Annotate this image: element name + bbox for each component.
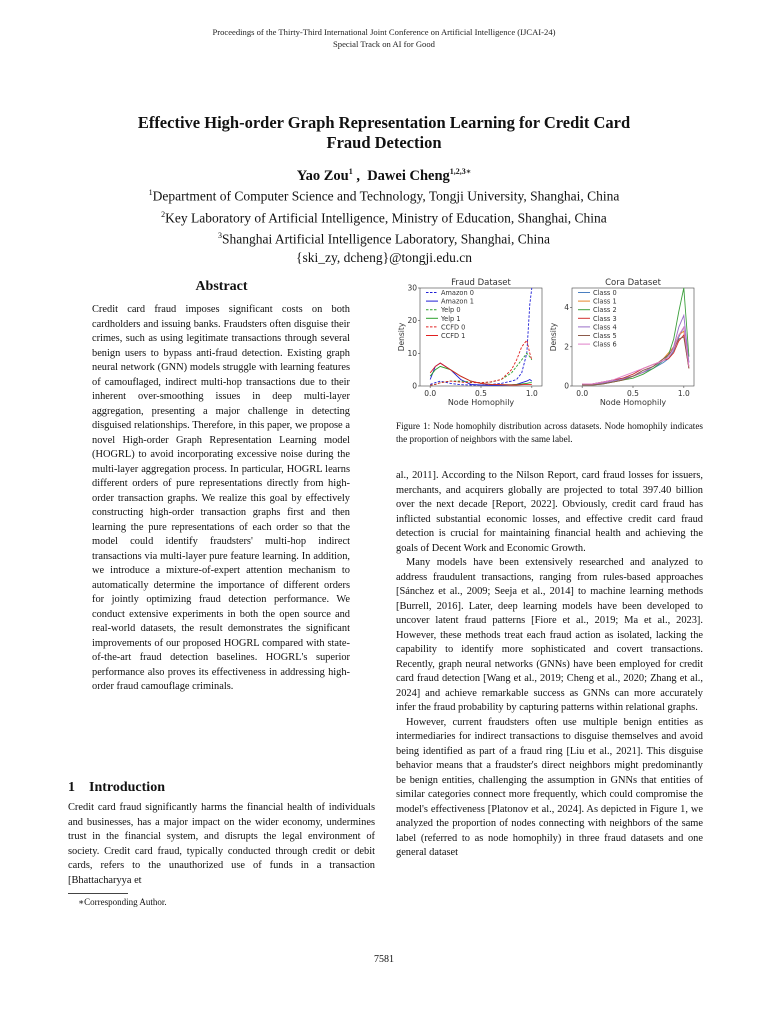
chart-2-title: Cora Dataset — [605, 278, 661, 288]
author-1-name: Yao Zou — [296, 167, 349, 184]
chart-2-legend-label-6: Class 5 — [593, 332, 617, 340]
conference-header — [0, 26, 768, 50]
affiliation-3-text: Shanghai Artificial Intelligence Laboratory, Shanghai, China — [222, 231, 550, 247]
paragraph-1: al., 2011]. According to the Nilson Report, card fraud losses for issuers, merchants, and acquirers globally are projected to total 397.40 billion over the next decade [Report, 2022]. Obviously, credit card fraud has inflicted substantial economic losses, and effective credit card fraud detection is crucial for maintaining financial health and achieving the goals of Decent Work and Economic Growth. — [396, 470, 703, 554]
chart-2-legend-label-3: Class 2 — [593, 306, 617, 315]
email-line: {ski_zy, dcheng}@tongji.edu.cn — [296, 249, 472, 265]
chart-2-xtick-label: 0.0 — [576, 389, 589, 398]
chart-1-ylabel: Density — [397, 322, 406, 352]
chart-1-legend-label-2: Amazon 1 — [441, 297, 474, 306]
chart-1-xtick-label: 0.5 — [475, 389, 487, 398]
header-line-2: Special Track on AI for Good — [333, 39, 435, 49]
chart-1-legend-label-3: Yelp 0 — [441, 306, 461, 315]
chart-1-xtick-label: 0.0 — [424, 389, 437, 398]
title-line-1: Effective High-order Graph Representation Learning for Credit Card — [137, 113, 631, 132]
affiliation-2 — [0, 206, 768, 228]
affiliation-1 — [0, 184, 768, 206]
chart-1-ytick-label: 0 — [412, 381, 417, 391]
abstract-body: Credit card fraud imposes significant costs on both cardholders and issuing banks. Fraudsters often disguise their crimes, such as using legitimate transactions through several benign users to bypass anti-fraud detection. Existing graph neural network (GNN) models struggle with learning features of camouflaged, indirect multi-hop transactions due to their inherent over-smoothing issues in deep multi-layer aggregation, presenting a major challenge in detecting disguised relationships. Therefore, in this paper, we propose a novel High-order Graph Representation Learning model (HOGRL) to avoid incorporating excessive noise during the multi-layer aggregation process. In particular, HOGRL learns different orders of pure representations directly from high-order transaction graphs. We realize this goal by effectively constructing high-order transaction graphs first and then learning the pure representations of each order so that the model could identify fraudsters' multi-hop indirect transactions via multi-layer pure feature learning. In addition, we introduce a mixture-of-expert attention mechanism to automatically determine the importance of different orders for jointly optimizing fraud detection performance. We conduct extensive experiments in both the open source and real-world datasets, the result demonstrates the significant improvements of our proposed HOGRL compared with state-of-the-art fraud detection baselines. HOGRL's superior performance also proves its effectiveness in addressing high-order fraud camouflage criminals. — [92, 304, 350, 692]
chart-1-ytick-label: 30 — [407, 283, 417, 293]
affiliation-2-sup: 2 — [161, 209, 166, 219]
title-line-2: Fraud Detection — [326, 133, 442, 152]
author-separator: , — [356, 167, 360, 184]
chart-1-series-5-line — [430, 340, 532, 385]
chart-2-xtick-label: 0.5 — [627, 389, 639, 398]
abstract-heading: Abstract — [195, 279, 248, 294]
chart-1-xlabel: Node Homophily — [447, 398, 515, 407]
author-1-affil: 1 — [348, 167, 353, 176]
chart-1-series-3-line — [430, 353, 532, 385]
affiliation-2-text: Key Laboratory of Artificial Intelligence, Ministry of Education, Shanghai, China — [165, 210, 607, 225]
chart-2-ylabel: Density — [549, 322, 558, 352]
chart-2-legend-label-4: Class 3 — [593, 314, 617, 323]
right-column-text — [396, 469, 703, 861]
chart-2-legend-label-1: Class 0 — [593, 289, 617, 297]
chart-2-legend-label-7: Class 6 — [593, 340, 617, 349]
paper-title — [80, 113, 688, 153]
section-heading — [68, 780, 165, 796]
chart-1-xtick-label: 1.0 — [525, 389, 538, 398]
chart-1-series-4-line — [430, 366, 532, 384]
affiliation-3 — [0, 227, 768, 249]
chart-1-frame — [420, 288, 542, 386]
chart-2-xtick-label: 1.0 — [677, 389, 690, 398]
header-line-1: Proceedings of the Thirty-Third International Joint Conference on Artificial Intelligence (IJCAI-24) — [212, 27, 556, 37]
chart-1-legend-label-4: Yelp 1 — [441, 314, 461, 323]
chart-2-xlabel: Node Homophily — [599, 398, 667, 407]
intro-paragraph: Credit card fraud significantly harms the financial health of individuals and businesses, has a major impact on the wider economy, undermines trust in the financial system, and disrupts the legal environment of society. Credit card fraud, typically conducted through credit or debit cards, refers to the unauthorized use of funds in a transaction [Bhattacharyya et — [68, 802, 375, 886]
chart-2-ytick-label: 0 — [564, 381, 569, 391]
chart-2-ytick-label: 2 — [564, 342, 569, 352]
chart-2-frame — [572, 288, 694, 386]
section-number: 1 — [68, 780, 75, 795]
chart-2-legend-label-5: Class 4 — [593, 323, 617, 332]
paragraph-3: However, current fraudsters often use multiple benign entities as intermediaries for indirect transactions to disguise themselves and avoid being identified as part of a fraud ring [Liu et al., 2021]. This disguise behavior means that a fraudster's direct neighbors might predominantly be benign entities, challenging the assumption in GNNs that entities of similar categories connect more frequently, which could compromise the model's effectiveness [Platonov et al., 2024]. As depicted in Figure 1, we analyzed the proportion of nodes connecting with neighbors of the same label (referred to as node homophily) in three fraud datasets and one general dataset — [396, 716, 703, 858]
affiliations — [0, 184, 768, 267]
chart-1-legend-label-5: CCFD 0 — [441, 323, 466, 332]
chart-1-title: Fraud Dataset — [451, 278, 511, 288]
chart-2-legend-label-2: Class 1 — [593, 297, 617, 306]
section-title: Introduction — [89, 780, 165, 795]
affiliation-3-sup: 3 — [218, 231, 223, 240]
chart-1-ytick-label: 20 — [407, 316, 417, 326]
figure-1 — [396, 276, 703, 416]
figure-caption: Figure 1: Node homophily distribution across datasets. Node homophily indicates the proportion of neighbors with the same label. — [396, 421, 703, 444]
chart-1-legend-label-1: Amazon 0 — [441, 289, 474, 297]
page-number: 7581 — [374, 954, 394, 965]
affiliation-1-text: Department of Computer Science and Technology, Tongji University, Shanghai, China — [152, 188, 620, 204]
figure-1-plots — [396, 276, 703, 416]
author-2-affil: 1,2,3∗ — [449, 167, 472, 176]
chart-1-legend-label-6: CCFD 1 — [441, 332, 466, 340]
footnote-rule — [68, 893, 128, 894]
footnote: ∗Corresponding Author. — [78, 897, 167, 907]
author-2-name: Dawei Cheng — [367, 167, 450, 184]
chart-2-ytick-label: 4 — [564, 303, 569, 313]
author-list — [0, 166, 768, 185]
paragraph-2: Many models have been extensively researched and analyzed to address fraudulent transactions, ranging from rules-based approaches [Sánchez et al., 2009; Seeja et al., 2014] to machine learning methods [Burrell, 2016]. Later, deep learning models have been developed to uncover latent fraud patterns [Fiore et al., 2019; Ma et al., 2023]. However, these methods treat each fraud action as isolated, lacking the capability to identify more sophisticated and covert transactions. Recently, graph neural networks (GNNs) have been employed for credit card fraud detection [Wang et al., 2019; Cheng et al., 2020; Zhang et al., 2024] and achieve remarkable success as GNNs can more accurately infer the fraud probability by capturing patterns within relational graphs. — [396, 557, 703, 713]
affiliation-1-sup: 1 — [148, 188, 153, 197]
chart-1-ytick-label: 10 — [407, 348, 417, 358]
